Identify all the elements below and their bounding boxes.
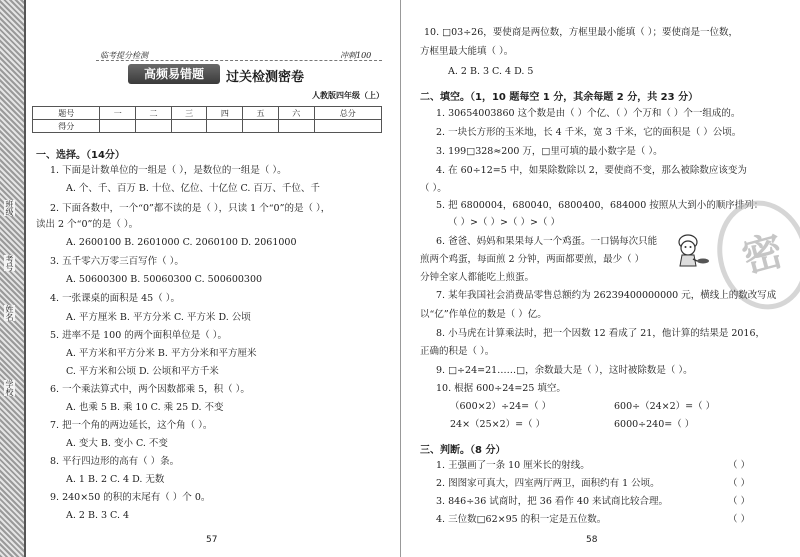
score-cell[interactable] (314, 120, 381, 133)
score-header: 三 (171, 107, 207, 120)
option-line: A. 平方厘米 B. 平方分米 C. 平方米 D. 公顷 (66, 312, 251, 323)
series-tag-right: 冲刺100 (340, 51, 372, 60)
fill-line: 5. 把 6800004，680040，6800400，684000 按照从大到小的顺序排列： (436, 200, 764, 211)
score-header: 题号 (33, 107, 100, 120)
judge-answer-box[interactable]: （ ） (728, 514, 751, 525)
sidebar-label-school: 学校 (5, 380, 14, 396)
judge-line: 3. 846÷36 试商时，把 36 看作 40 来试商比较合理。 (436, 496, 669, 507)
cooking-girl-icon (668, 228, 712, 272)
judge-line: 2. 图图家可真大，四室两厅两卫，面积约有 1 公顷。 (436, 478, 660, 489)
question-line: 6. 一个乘法算式中，两个因数都乘 5，积（ ）。 (50, 384, 250, 395)
fill-line: 分钟全家人都能吃上煎蛋。 (420, 272, 535, 283)
score-header: 总分 (314, 107, 381, 120)
calc-line: 600÷（24×2）=（ ） (614, 401, 716, 412)
edition-label: 人教版四年级（上） (312, 90, 384, 100)
option-line: C. 平方米和公顷 D. 公顷和平方千米 (66, 366, 219, 377)
score-cell[interactable] (278, 120, 314, 133)
fill-line: 正确的积是（ ）。 (420, 346, 495, 357)
score-cell[interactable] (171, 120, 207, 133)
fill-line: 8. 小马虎在计算乘法时，把一个因数 12 看成了 21，他计算的结果是 2016， (436, 328, 766, 339)
option-line: A. 变大 B. 变小 C. 不变 (66, 438, 168, 449)
question-line: 2. 下面各数中，一个“0”都不读的是（ ），只读 1 个“0”的是（ ）， (50, 203, 331, 214)
binding-margin (0, 0, 26, 557)
question-line: 5. 进率不是 100 的两个面积单位是（ ）。 (50, 330, 228, 341)
fill-line: 2. 一块长方形的玉米地，长 4 千米，宽 3 千米，它的面积是（ ）公顷。 (436, 127, 742, 138)
question-line: 10. □03÷26，要使商是两位数，方框里最小能填（ ）；要使商是一位数， (424, 27, 739, 38)
page-number-right: 58 (586, 535, 598, 545)
option-line: A. 2 B. 3 C. 4 (66, 510, 130, 521)
fill-line: 9. □÷24=21……□，余数最大是（ ），这时被除数是（ ）。 (436, 365, 693, 376)
confidential-stamp: 密 (705, 190, 800, 320)
score-cell[interactable] (207, 120, 243, 133)
score-cell[interactable] (100, 120, 136, 133)
score-header: 一 (100, 107, 136, 120)
option-line: A. 也乘 5 B. 乘 10 C. 乘 25 D. 不变 (66, 402, 224, 413)
score-cell[interactable] (136, 120, 172, 133)
score-table-row (33, 120, 382, 133)
score-table-header (33, 107, 382, 120)
option-line: A. 50600300 B. 50060300 C. 500600300 (66, 274, 263, 285)
question-line: 3. 五千零六万零三百写作（ ）。 (50, 256, 184, 267)
fill-line: （ ）>（ ）>（ ）>（ ） (448, 217, 560, 228)
fill-line: 煎两个鸡蛋，每面煎 2 分钟，两面都要煎，最少（ ） (420, 254, 645, 265)
page-divider (400, 0, 401, 557)
judge-line: 1. 王强画了一条 10 厘米长的射线。 (436, 460, 590, 471)
score-header: 二 (136, 107, 172, 120)
question-line: 7. 把一个角的两边延长，这个角（ ）。 (50, 420, 213, 431)
fill-line: 3. 199□328≈200 万，□里可填的最小数字是（ ）。 (436, 146, 663, 157)
score-header: 六 (278, 107, 314, 120)
score-row-label: 得分 (33, 120, 100, 133)
section-heading-choice: 一、选择。（14分） (36, 150, 125, 161)
fill-line: 6. 爸爸、妈妈和果果每人一个鸡蛋。一口锅每次只能 (436, 236, 658, 247)
sidebar-label-name: 姓名 (5, 305, 14, 321)
judge-answer-box[interactable]: （ ） (728, 478, 751, 489)
fill-line: 10. 根据 600÷24=25 填空。 (436, 383, 566, 394)
score-table (32, 106, 382, 133)
section-heading-judge: 三、判断。（8 分） (420, 445, 506, 456)
fill-line: 4. 在 60÷12=5 中，如果除数除以 2，要使商不变，那么被除数应该变为 (436, 165, 747, 176)
option-line: A. 1 B. 2 C. 4 D. 无数 (66, 474, 165, 485)
header-rule (96, 60, 382, 61)
section-heading-fill: 二、填空。（1，10 题每空 1 分，其余每题 2 分，共 23 分） (420, 92, 699, 103)
option-line: A. 2600100 B. 2601000 C. 2060100 D. 2061000 (66, 237, 297, 248)
calc-line: 6000÷240=（ ） (614, 419, 695, 430)
option-line: A. 平方米和平方分米 B. 平方分米和平方厘米 (66, 348, 257, 359)
fill-line: 以“亿”作单位的数是（ ）亿。 (420, 309, 547, 320)
judge-answer-box[interactable]: （ ） (728, 460, 751, 471)
calc-line: （600×2）÷24=（ ） (450, 401, 552, 412)
judge-answer-box[interactable]: （ ） (728, 496, 751, 507)
fill-line: （ ）。 (420, 183, 447, 194)
sidebar-label-id: 考号 (5, 255, 14, 271)
page-title: 过关检测密卷 (226, 70, 305, 85)
option-line: A. 个、千、百万 B. 十位、亿位、十亿位 C. 百万、千位、千 (66, 183, 320, 194)
title-banner: 高频易错题 (128, 64, 220, 84)
question-line: 读出 2 个“0”的是（ ）。 (36, 219, 139, 230)
option-line: A. 2 B. 3 C. 4 D. 5 (448, 66, 534, 77)
score-header: 四 (207, 107, 243, 120)
question-line: 4. 一张课桌的面积是 45（ ）。 (50, 293, 180, 304)
page-number-left: 57 (206, 535, 218, 545)
question-line: 8. 平行四边形的高有（ ）条。 (50, 456, 180, 467)
series-tag: 临考提分检测 (100, 51, 148, 60)
score-header: 五 (243, 107, 279, 120)
score-cell[interactable] (243, 120, 279, 133)
question-line: 方框里最大能填（ ）。 (420, 46, 514, 57)
question-line: 9. 240×50 的积的末尾有（ ）个 0。 (50, 492, 211, 503)
cut-line (24, 0, 26, 557)
fill-line: 7. 某年我国社会消费品零售总额约为 26239400000000 元，横线上的数改写成 (436, 290, 777, 301)
question-line: 1. 下面是计数单位的一组是（ ），是数位的一组是（ ）。 (50, 165, 287, 176)
sidebar-label-class: 班级 (5, 200, 14, 216)
fill-line: 1. 30654003860 这个数是由（ ）个亿、（ ）个万和（ ）个一组成的。 (436, 108, 741, 119)
judge-line: 4. 三位数□62×95 的积一定是五位数。 (436, 514, 607, 525)
calc-line: 24×（25×2）=（ ） (450, 419, 546, 430)
